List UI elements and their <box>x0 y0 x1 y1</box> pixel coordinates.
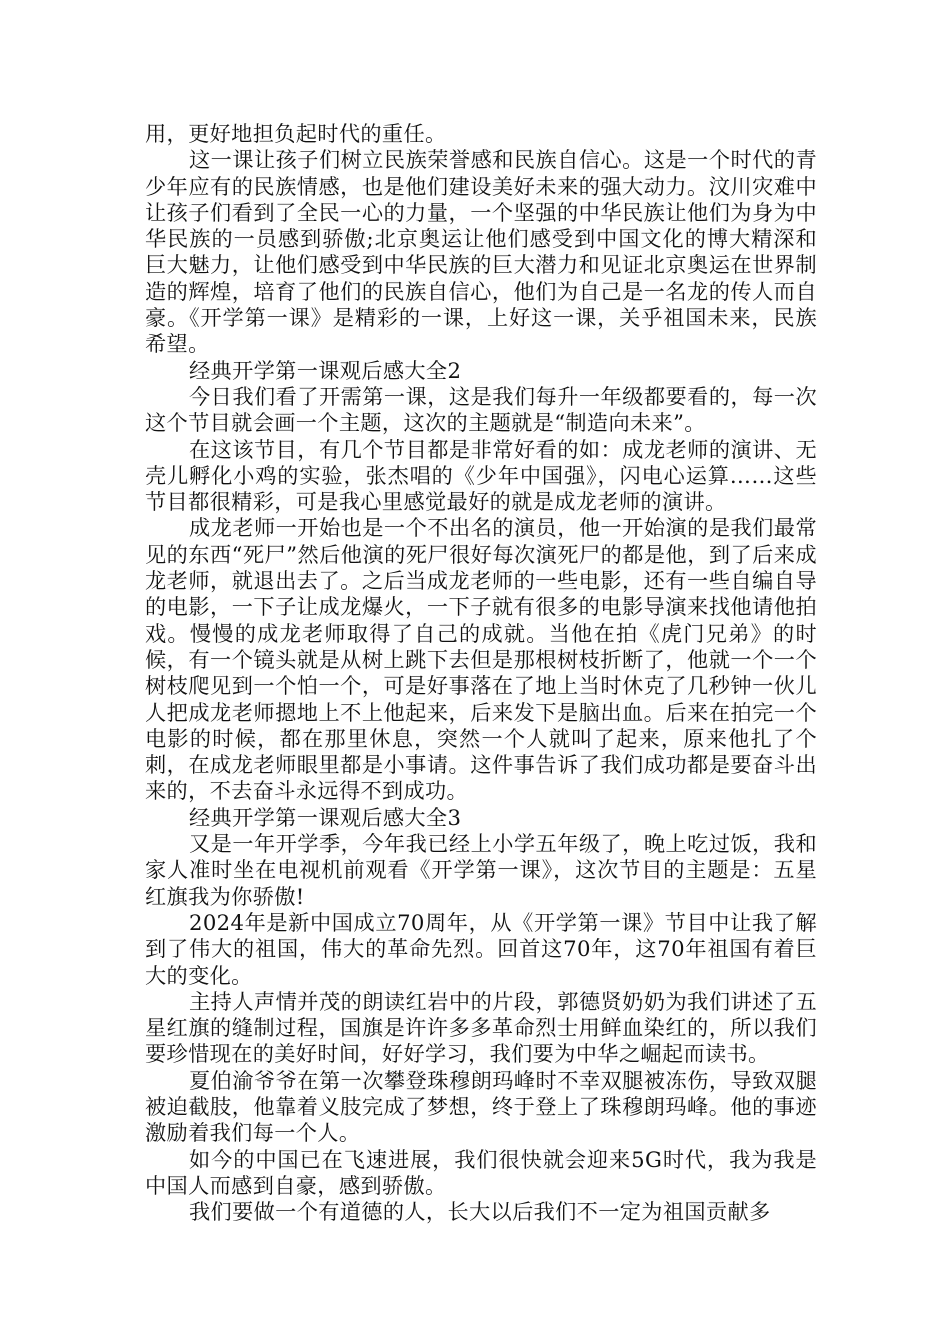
document-body <box>145 121 817 1225</box>
paragraph-programs: 在这该节目，有几个节目都是非常好看的如：成龙老师的演讲、无壳儿孵化小鸡的实验，张杰唱的《少年中国强》，闪电心运算……这些节目都很精彩，可是我心里感觉最好的就是成龙老师的演讲。 <box>145 436 817 515</box>
paragraph-jackie-chan: 成龙老师一开始也是一个不出名的演员，他一开始演的是我们最常见的东西“死尸”然后他演的死尸很好每次演死尸的都是他，到了后来成龙老师，就退出去了。之后当成龙老师的一些电影，还有一些自编自导的电影，一下子让成龙爆火，一下子就有很多的电影导演来找他请他拍戏。慢慢的成龙老师取得了自己的成就。当他在拍《虎门兄弟》的时候，有一个镜头就是从树上跳下去但是那根树枝折断了，他就一个一个树枝爬见到一个怕一个，可是好事落在了地上当时休克了几秒钟一伙儿人把成龙老师摁地上不上他起来，后来发下是脑出血。后来在拍完一个电影的时候，都在那里休息，突然一个人就叫了起来，原来他扎了个刺，在成龙老师眼里都是小事请。这件事告诉了我们成功都是要奋斗出来的，不去奋斗永远得不到成功。 <box>145 515 817 804</box>
paragraph-70-years: 2024年是新中国成立70周年，从《开学第一课》节目中让我了解到了伟大的祖国，伟大的革命先烈。回首这70年，这70年祖国有着巨大的变化。 <box>145 909 817 988</box>
paragraph-5g: 如今的中国已在飞速进展，我们很快就会迎来5G时代，我为我是中国人而感到自豪，感到骄傲。 <box>145 1146 817 1198</box>
paragraph-moral-person: 我们要做一个有道德的人，长大以后我们不一定为祖国贡献多 <box>189 1199 771 1225</box>
paragraph-opening-2: 今日我们看了开需第一课，这是我们每升一年级都要看的，每一次这个节目就会画一个主题，这次的主题就是“制造向未来”。 <box>145 383 817 436</box>
paragraph-national-pride: 这一课让孩子们树立民族荣誉感和民族自信心。这是一个时代的青少年应有的民族情感，也是他们建设美好未来的强大动力。汶川灾难中让孩子们看到了全民一心的力量，一个坚强的中华民族让他们为身为中华民族的一员感到骄傲;北京奥运让他们感受到中国文化的博大精深和巨大魅力，让他们感受到中华民族的巨大潜力和见证北京奥运在世界制造的辉煌，培育了他们的民族自信心，他们为自己是一名龙的传人而自豪。《开学第一课》是精彩的一课，上好这一课，关乎祖国未来，民族希望。 <box>145 147 817 357</box>
paragraph-red-flag: 主持人声情并茂的朗读红岩中的片段，郭德贤奶奶为我们讲述了五星红旗的缝制过程，国旗是许许多多革命烈士用鲜血染红的，所以我们要珍惜现在的美好时间，好好学习，我们要为中华之崛起而读书。 <box>145 988 817 1067</box>
paragraph-continuation: 用，更好地担负起时代的重任。 <box>145 121 447 146</box>
paragraph-everest: 夏伯渝爷爷在第一次攀登珠穆朗玛峰时不幸双腿被冻伤，导致双腿被迫截肢，他靠着义肢完成了梦想，终于登上了珠穆朗玛峰。他的事迹激励着我们每一个人。 <box>145 1067 817 1146</box>
section-heading-2: 经典开学第一课观后感大全2 <box>189 357 462 383</box>
section-heading-3: 经典开学第一课观后感大全3 <box>189 804 462 830</box>
paragraph-opening-3: 又是一年开学季，今年我已经上小学五年级了，晚上吃过饭，我和家人准时坐在电视机前观看《开学第一课》，这次节目的主题是：五星红旗我为你骄傲! <box>145 831 817 909</box>
